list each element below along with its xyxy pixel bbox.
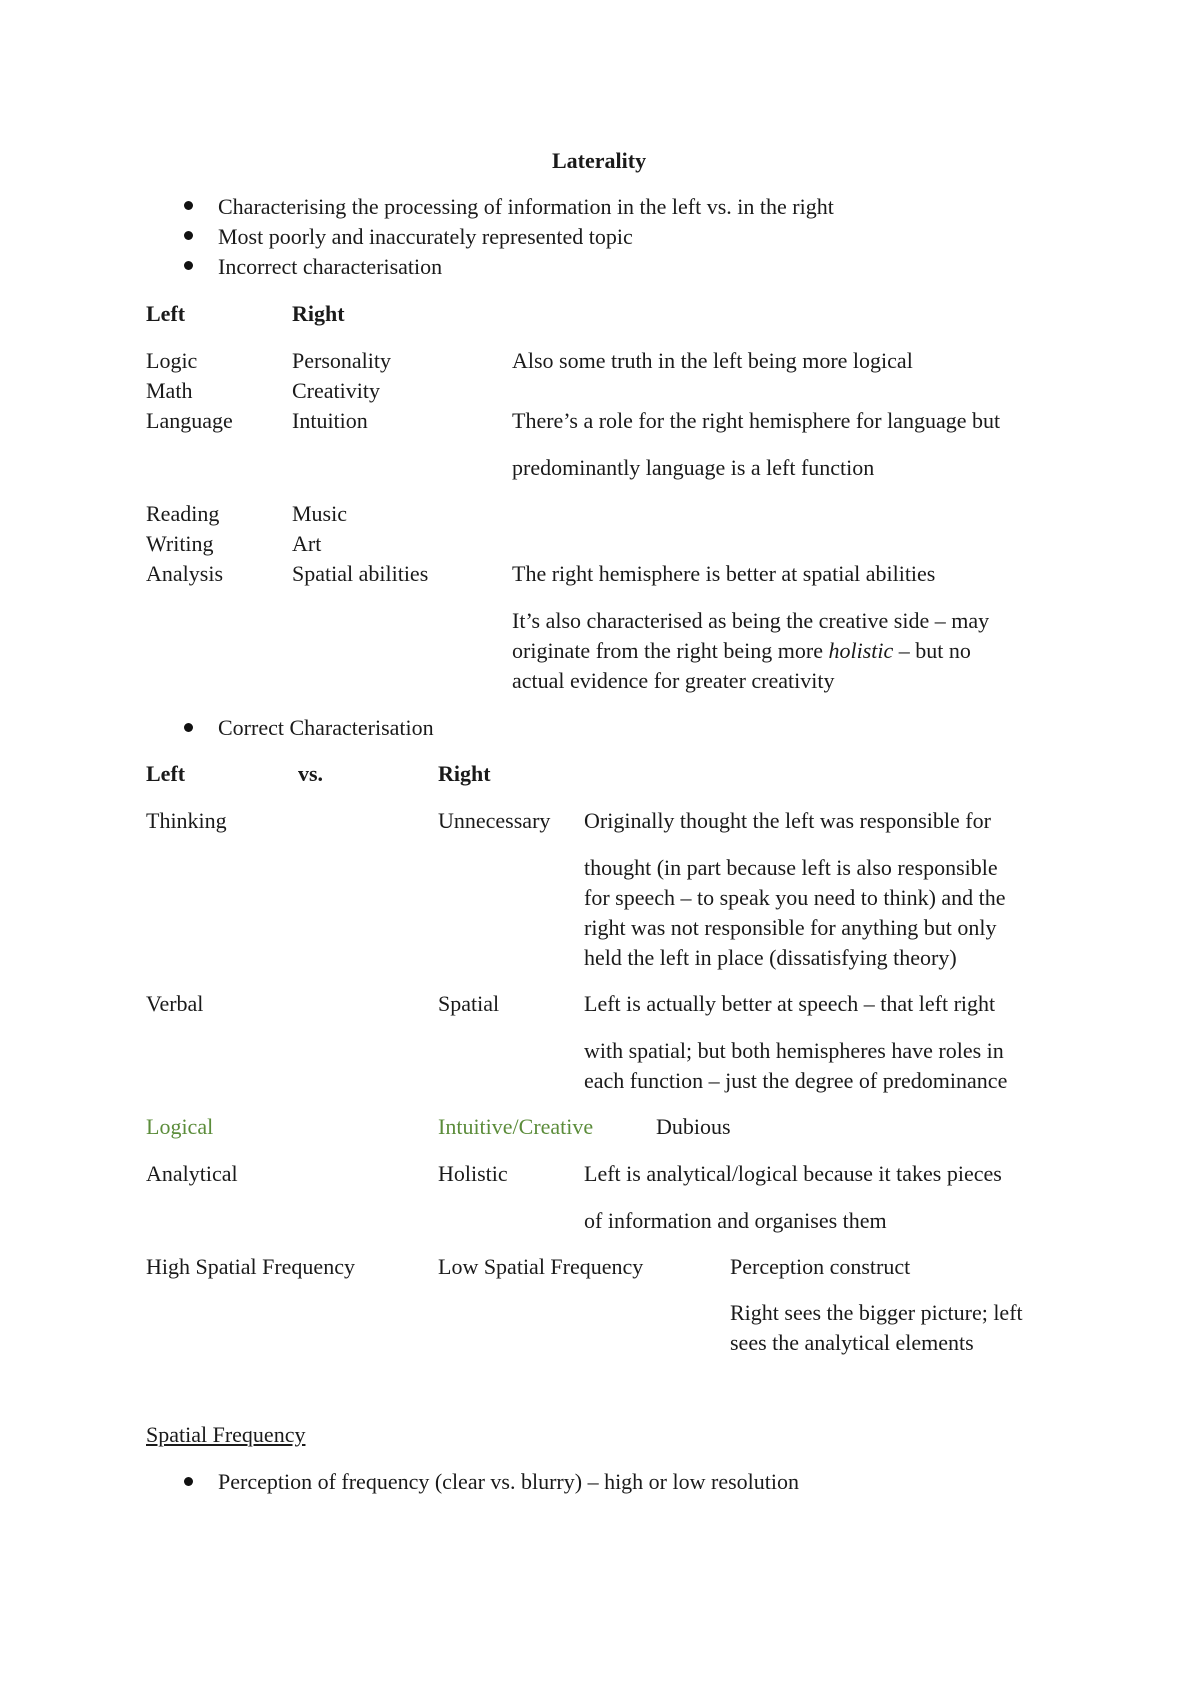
right-item: Intuition — [292, 408, 368, 433]
note-text: The right hemisphere is better at spatial abilities — [512, 561, 936, 586]
emphasis-text: holistic — [828, 638, 894, 663]
left-item: Logic — [146, 348, 198, 373]
bullet-dot — [184, 261, 193, 270]
row-right: Holistic — [438, 1161, 508, 1186]
note-text: Also some truth in the left being more logical — [512, 348, 913, 373]
left-item: Reading — [146, 501, 220, 526]
right-item: Personality — [292, 348, 391, 373]
right-item: Spatial abilities — [292, 561, 429, 586]
left-item: Writing — [146, 531, 214, 556]
right-item: Art — [292, 531, 322, 556]
left-item: Analysis — [146, 561, 223, 586]
note-text: It’s also characterised as being the creative side – may — [512, 608, 990, 633]
bullet-dot — [184, 1477, 193, 1486]
row-note: Left is analytical/logical because it takes pieces — [584, 1161, 1002, 1186]
row-note: each function – just the degree of predominance — [584, 1068, 1008, 1093]
row-note: for speech – to speak you need to think) and the — [584, 885, 1006, 910]
row-note: of information and organises them — [584, 1208, 887, 1233]
column-header-left: Left — [146, 761, 186, 786]
bullet-dot — [184, 201, 193, 210]
right-item: Music — [292, 501, 347, 526]
list-item: Perception of frequency (clear vs. blurry) – high or low resolution — [218, 1469, 799, 1494]
row-note: right was not responsible for anything but only — [584, 915, 997, 940]
row-note: thought (in part because left is also responsible — [584, 855, 998, 880]
row-left: Thinking — [146, 808, 227, 833]
row-note: Right sees the bigger picture; left — [730, 1300, 1023, 1325]
row-note: Left is actually better at speech – that left right — [584, 991, 996, 1016]
row-note: Originally thought the left was responsible for — [584, 808, 991, 833]
row-left: Verbal — [146, 991, 204, 1016]
column-header-vs: vs. — [298, 761, 324, 786]
row-left: Analytical — [146, 1161, 238, 1186]
note-text: – but no — [893, 638, 971, 663]
column-header-left: Left — [146, 301, 186, 326]
column-header-right: Right — [438, 761, 491, 786]
note-text: originate from the right being more — [512, 638, 829, 663]
list-item: Characterising the processing of information in the left vs. in the right — [218, 194, 834, 219]
right-item: Creativity — [292, 378, 380, 403]
list-item: Correct Characterisation — [218, 715, 434, 740]
note-text: There’s a role for the right hemisphere for language but — [512, 408, 1001, 433]
bullet-dot — [184, 723, 193, 732]
row-left-highlighted: Logical — [146, 1114, 214, 1139]
bullet-dot — [184, 231, 193, 240]
left-item: Language — [146, 408, 233, 433]
row-right: Spatial — [438, 991, 500, 1016]
column-header-right: Right — [292, 301, 345, 326]
row-note: sees the analytical elements — [730, 1330, 974, 1355]
row-note: Dubious — [656, 1114, 731, 1139]
note-text: actual evidence for greater creativity — [512, 668, 835, 693]
row-left: High Spatial Frequency — [146, 1254, 355, 1279]
note-text: predominantly language is a left function — [512, 455, 875, 480]
note-text-line — [512, 636, 971, 666]
row-note: held the left in place (dissatisfying theory) — [584, 945, 957, 970]
left-item: Math — [146, 378, 193, 403]
row-right-highlighted: Intuitive/Creative — [438, 1114, 594, 1139]
page-title: Laterality — [552, 148, 647, 173]
list-item: Most poorly and inaccurately represented topic — [218, 224, 633, 249]
row-right: Unnecessary — [438, 808, 551, 833]
section-heading: Spatial Frequency — [146, 1422, 306, 1447]
row-note: Perception construct — [730, 1254, 911, 1279]
row-right: Low Spatial Frequency — [438, 1254, 644, 1279]
list-item: Incorrect characterisation — [218, 254, 443, 279]
row-note: with spatial; but both hemispheres have roles in — [584, 1038, 1004, 1063]
